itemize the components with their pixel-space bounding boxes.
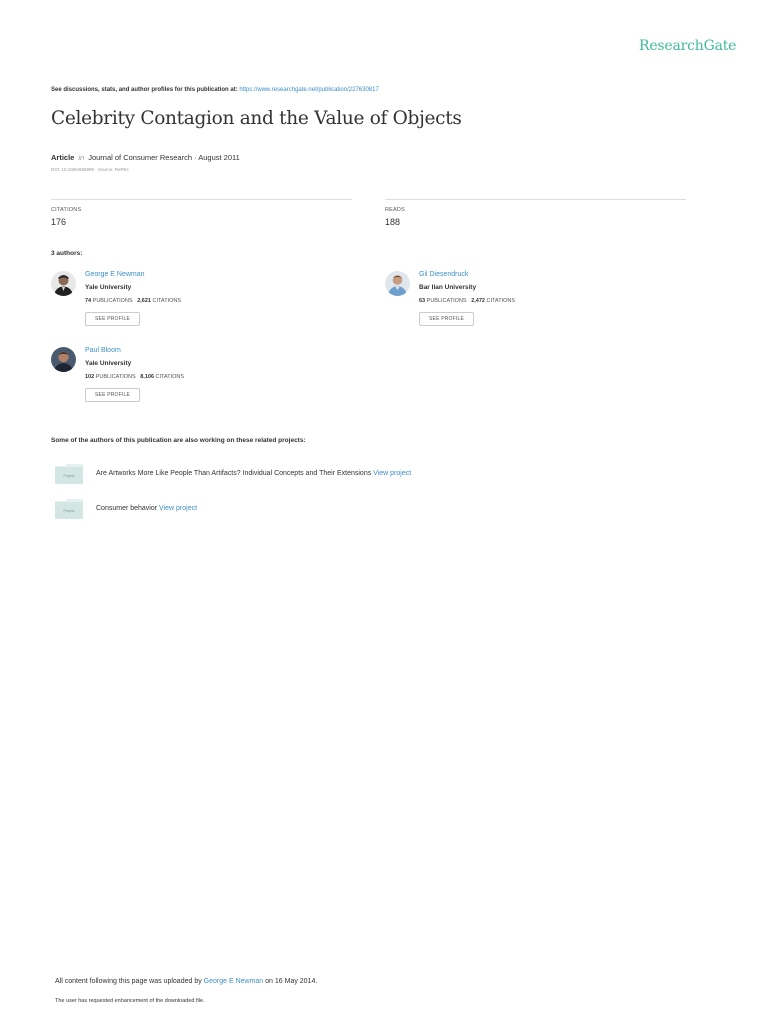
svg-text:Project: Project — [63, 474, 75, 478]
doi-line: DOI: 10.1086/658999 · Source: RePEc — [51, 167, 129, 172]
avatar-image — [385, 271, 410, 296]
project-folder-icon — [55, 499, 83, 519]
article-type: Article — [51, 153, 75, 162]
project-folder-icon — [55, 464, 83, 484]
author-stats — [85, 374, 184, 380]
reads-value: 188 — [385, 217, 401, 227]
author-avatar-2[interactable] — [385, 271, 410, 296]
author-institution: Yale University — [85, 360, 132, 367]
view-project-link[interactable]: View project — [159, 505, 198, 512]
upload-prefix: All content following this page was uploaded by — [55, 978, 202, 985]
see-profile-button[interactable]: SEE PROFILE — [419, 312, 474, 326]
publication-title: Celebrity Contagion and the Value of Objects — [51, 108, 462, 129]
project-title — [96, 505, 197, 512]
avatar-image — [51, 347, 76, 372]
see-profile-button[interactable]: SEE PROFILE — [85, 312, 140, 326]
citations-label: CITATIONS — [152, 298, 182, 304]
author-stats — [419, 298, 515, 304]
upload-note — [55, 978, 317, 985]
citations-label: CITATIONS — [51, 207, 82, 213]
author-card-3 — [51, 347, 301, 407]
view-project-link[interactable]: View project — [373, 470, 412, 477]
citations-value: 176 — [51, 217, 67, 227]
citations-divider — [51, 199, 352, 200]
enhancement-note: The user has requested enhancement of the downloaded file. — [55, 998, 205, 1004]
discussion-text: See discussions, stats, and author profiles for this publication at: — [51, 87, 238, 93]
avatar-image — [51, 271, 76, 296]
reads-label: READS — [385, 207, 405, 213]
journal-source: Journal of Consumer Research · August 2011 — [88, 153, 240, 162]
svg-text:Project: Project — [63, 509, 75, 513]
author-institution: Yale University — [85, 284, 132, 291]
publications-label: PUBLICATIONS — [95, 374, 136, 380]
publications-label: PUBLICATIONS — [426, 298, 467, 304]
project-title-text: Are Artworks More Like People Than Artifacts? Individual Concepts and Their Extensions — [96, 470, 372, 477]
publication-meta — [51, 153, 240, 162]
author-card-2 — [385, 271, 635, 331]
author-card-1 — [51, 271, 301, 331]
see-profile-button[interactable]: SEE PROFILE — [85, 388, 140, 402]
publications-count: 102 — [85, 374, 95, 380]
author-stats — [85, 298, 181, 304]
publication-url-link[interactable]: https://www.researchgate.net/publication/227630817 — [239, 87, 379, 93]
authors-heading: 3 authors: — [51, 250, 83, 257]
researchgate-logo[interactable]: ResearchGate — [639, 38, 737, 54]
author-name-link[interactable]: George E Newman — [85, 271, 145, 278]
project-title-text: Consumer behavior — [96, 505, 158, 512]
author-avatar-3[interactable] — [51, 347, 76, 372]
citations-label: CITATIONS — [486, 298, 516, 304]
publications-count: 74 — [85, 298, 92, 304]
project-item-1 — [55, 464, 655, 486]
citations-count: 8,106 — [140, 374, 155, 380]
related-projects-heading: Some of the authors of this publication are also working on these related projects: — [51, 437, 306, 444]
project-title — [96, 470, 411, 477]
author-avatar-1[interactable] — [51, 271, 76, 296]
reads-divider — [385, 199, 686, 200]
citations-label: CITATIONS — [155, 374, 185, 380]
project-item-2 — [55, 499, 655, 521]
in-label: in — [78, 153, 85, 162]
citations-count: 2,621 — [137, 298, 151, 304]
citations-count: 2,472 — [471, 298, 485, 304]
author-name-link[interactable]: Paul Bloom — [85, 347, 121, 354]
publications-label: PUBLICATIONS — [92, 298, 133, 304]
uploader-link[interactable]: George E Newman — [203, 978, 264, 985]
author-name-link[interactable]: Gil Diesendruck — [419, 271, 469, 278]
upload-suffix: on 16 May 2014. — [265, 978, 318, 985]
publications-count: 63 — [419, 298, 426, 304]
discussion-line — [51, 87, 379, 93]
author-institution: Bar Ilan University — [419, 284, 477, 291]
